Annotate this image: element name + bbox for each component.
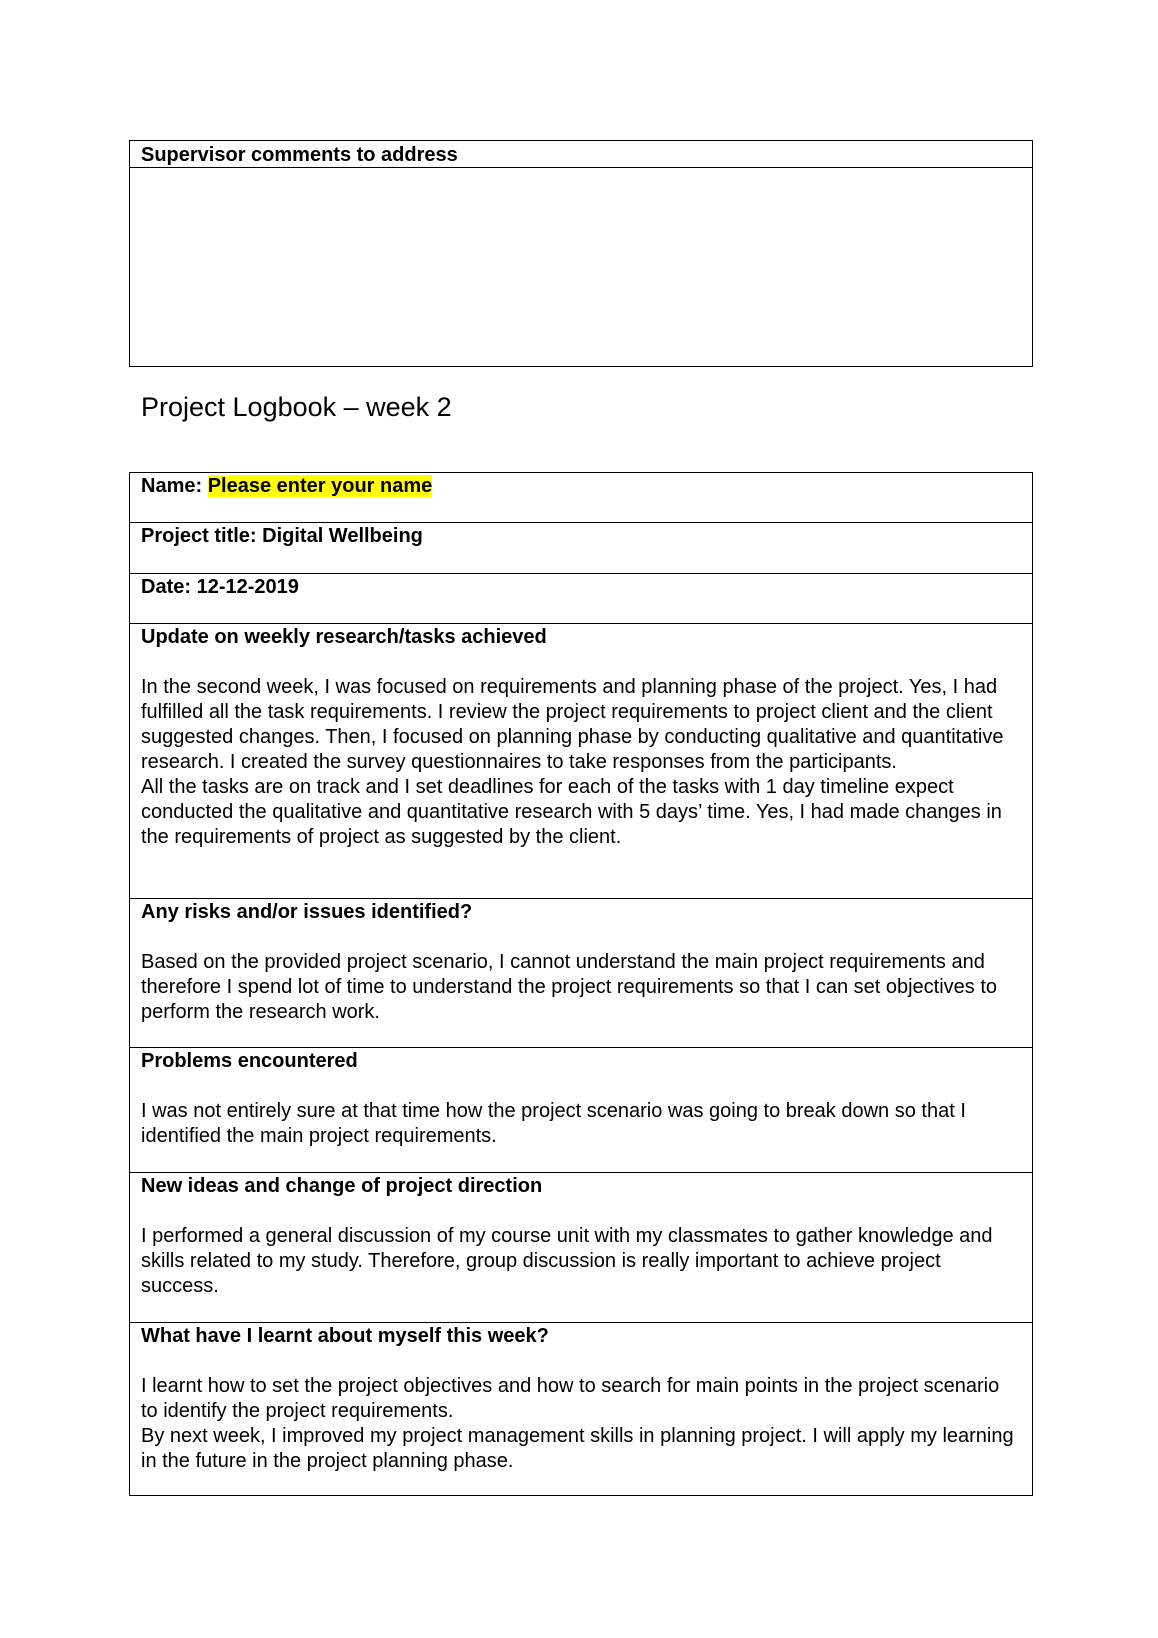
supervisor-comments-heading: Supervisor comments to address — [130, 141, 1032, 168]
section-heading: Problems encountered — [141, 1050, 358, 1072]
section-new-ideas — [130, 1173, 1032, 1323]
date: Date: 12-12-2019 — [141, 576, 299, 598]
name-label: Name: — [141, 475, 203, 497]
supervisor-comments-box — [129, 140, 1033, 367]
section-problems — [130, 1048, 1032, 1173]
section-paragraph: I performed a general discussion of my course unit with my classmates to gather knowledge and skills related to my study. Therefore, group discussion is really important to achieve project success. — [141, 1225, 993, 1297]
section-heading: Any risks and/or issues identified? — [141, 901, 473, 923]
section-weekly-update — [130, 624, 1032, 899]
supervisor-comments-area[interactable] — [130, 168, 1032, 364]
name-row — [130, 473, 1032, 523]
project-title-row — [130, 523, 1032, 574]
section-paragraph: By next week, I improved my project management skills in planning project. I will apply my learning in the future in the project planning phase. — [141, 1425, 1014, 1472]
project-title: Project title: Digital Wellbeing — [141, 525, 423, 547]
logbook-table — [129, 472, 1033, 1496]
date-row — [130, 574, 1032, 624]
section-paragraph: Based on the provided project scenario, I cannot understand the main project requirements and therefore I spend lot of time to understand the project requirements so that I can set objectives to perform the research work. — [141, 951, 998, 1023]
section-heading: Update on weekly research/tasks achieved — [141, 626, 547, 648]
section-paragraph: I learnt how to set the project objectives and how to search for main points in the project scenario to identify the project requirements. — [141, 1375, 1000, 1422]
section-paragraph: All the tasks are on track and I set deadlines for each of the tasks with 1 day timeline expect conducted the qualitative and quantitative research with 5 days’ time. Yes, I had made changes in the requirements of project as suggested by the client. — [141, 776, 1002, 848]
section-paragraph: I was not entirely sure at that time how the project scenario was going to break down so that I identified the main project requirements. — [141, 1100, 966, 1147]
section-risks-issues — [130, 899, 1032, 1048]
section-heading: What have I learnt about myself this week? — [141, 1325, 549, 1347]
logbook-title: Project Logbook – week 2 — [141, 392, 452, 422]
name-field[interactable]: Please enter your name — [207, 475, 433, 497]
section-paragraph: In the second week, I was focused on requirements and planning phase of the project. Yes, I had fulfilled all the task requirements. I review the project requirements to project client and the client suggested changes. Then, I focused on planning phase by conducting qualitative and quantitative research. I created the survey questionnaires to take responses from the participants. — [141, 676, 1004, 773]
section-learnt — [130, 1323, 1032, 1497]
section-heading: New ideas and change of project direction — [141, 1175, 543, 1197]
